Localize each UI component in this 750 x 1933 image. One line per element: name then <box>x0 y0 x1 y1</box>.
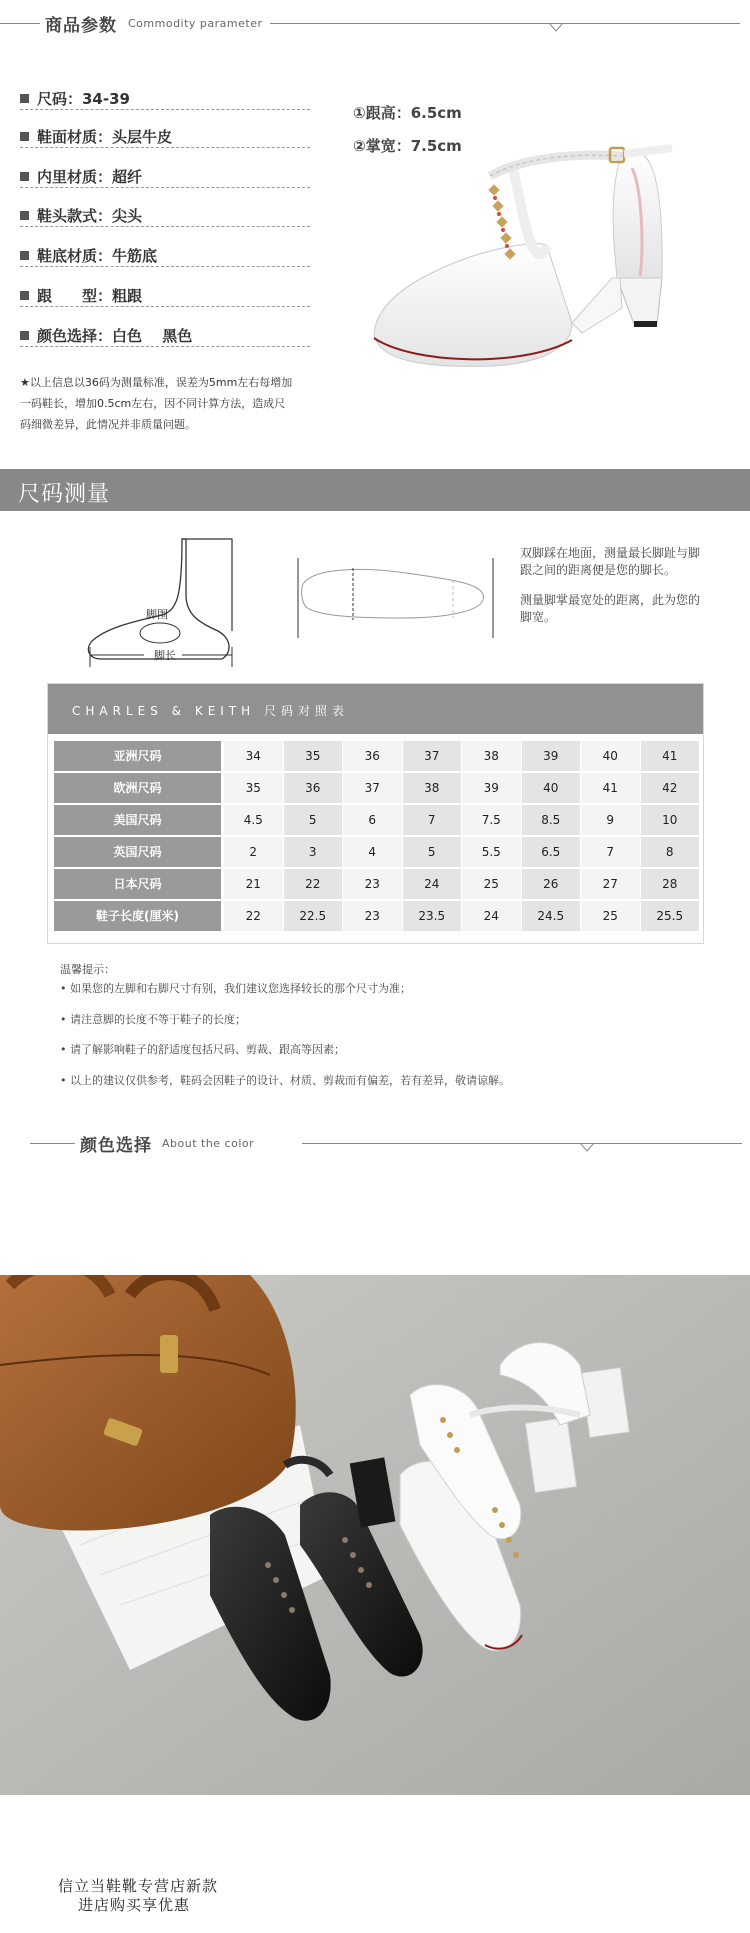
table-cell: 10 <box>641 805 700 835</box>
white-shoe-image <box>372 128 694 378</box>
table-row <box>54 837 699 867</box>
table-cell: 37 <box>403 741 462 771</box>
param-toe-style: 鞋头款式：尖头 <box>20 205 310 227</box>
table-cell: 42 <box>641 773 700 803</box>
tip-item: • 请注意脚的长度不等于鞋子的长度； <box>60 1013 246 1026</box>
param-sole: 鞋底材质：牛筋底 <box>20 245 310 267</box>
table-cell: 36 <box>284 773 343 803</box>
table-row <box>54 869 699 899</box>
size-chart-header <box>48 684 703 734</box>
foot-top-diagram <box>293 554 498 644</box>
chevron-down-icon <box>549 23 563 33</box>
table-cell: 25 <box>462 869 521 899</box>
header-line-right <box>270 23 740 24</box>
spec-width: ②掌宽：7.5cm <box>353 137 462 155</box>
table-cell: 24 <box>462 901 521 931</box>
measure-text-length: 双脚踩在地面，测量最长脚趾与脚 跟之间的距离便是您的脚长。 <box>520 546 701 577</box>
table-cell: 22.5 <box>284 901 343 931</box>
table-cell: 35 <box>224 773 283 803</box>
table-row <box>54 773 699 803</box>
tip-item: • 如果您的左脚和右脚尺寸有别，我们建议您选择较长的那个尺寸为准； <box>60 982 411 995</box>
table-row-label: 鞋子长度(厘米) <box>54 901 221 931</box>
table-cell: 22 <box>284 869 343 899</box>
param-upper-material: 鞋面材质：头层牛皮 <box>20 126 310 148</box>
table-row-label: 欧洲尺码 <box>54 773 221 803</box>
spec-heel-height: ①跟高：6.5cm <box>353 104 462 122</box>
table-cell: 3 <box>284 837 343 867</box>
table-cell: 25 <box>581 901 640 931</box>
table-cell: 5 <box>403 837 462 867</box>
table-cell: 5 <box>284 805 343 835</box>
table-cell: 22 <box>224 901 283 931</box>
table-cell: 9 <box>581 805 640 835</box>
table-cell: 25.5 <box>641 901 700 931</box>
table-row <box>54 901 699 931</box>
table-cell: 6.5 <box>522 837 581 867</box>
section-title-params: 商品参数 <box>45 16 117 36</box>
table-cell: 7 <box>403 805 462 835</box>
param-lining: 内里材质：超纤 <box>20 166 310 188</box>
param-size: 尺码：34-39 <box>20 88 310 110</box>
table-cell: 39 <box>522 741 581 771</box>
table-cell: 34 <box>224 741 283 771</box>
table-cell: 35 <box>284 741 343 771</box>
table-cell: 23 <box>343 901 402 931</box>
table-cell: 36 <box>343 741 402 771</box>
table-cell: 28 <box>641 869 700 899</box>
table-row-label: 英国尺码 <box>54 837 221 867</box>
section-subtitle-params: Commodity parameter <box>128 17 263 30</box>
header-line-right <box>302 1143 742 1144</box>
size-chart-table <box>47 683 704 944</box>
table-cell: 38 <box>462 741 521 771</box>
foot-instep-label: 脚围 <box>146 608 168 621</box>
table-cell: 7.5 <box>462 805 521 835</box>
table-cell: 37 <box>343 773 402 803</box>
measure-text-width: 测量脚掌最宽处的距离，此为您的 脚宽。 <box>520 593 701 624</box>
table-cell: 40 <box>522 773 581 803</box>
table-cell: 8.5 <box>522 805 581 835</box>
table-cell: 38 <box>403 773 462 803</box>
table-row <box>54 805 699 835</box>
table-row-label: 日本尺码 <box>54 869 221 899</box>
product-photo <box>0 1275 750 1795</box>
table-cell: 40 <box>581 741 640 771</box>
table-cell: 27 <box>581 869 640 899</box>
table-cell: 7 <box>581 837 640 867</box>
table-cell: 24 <box>403 869 462 899</box>
param-heel-type: 跟 型：粗跟 <box>20 285 310 307</box>
param-colors: 颜色选择：白色 黑色 <box>20 325 310 347</box>
table-cell: 6 <box>343 805 402 835</box>
table-cell: 4 <box>343 837 402 867</box>
size-note: ★以上信息以36码为测量标准，误差为5mm左右每增加 一码鞋长，增加0.5cm左右，因不同计算方法，造成尺 码细微差异，此情况并非质量问题。 <box>20 376 293 431</box>
chevron-down-icon <box>580 1143 594 1153</box>
table-cell: 4.5 <box>224 805 283 835</box>
band-title: 尺码测量 <box>18 482 111 507</box>
table-row <box>54 741 699 771</box>
table-cell: 26 <box>522 869 581 899</box>
table-cell: 41 <box>581 773 640 803</box>
header-line-left <box>30 1143 75 1144</box>
tip-item: • 请了解影响鞋子的舒适度包括尺码、剪裁、跟高等因素； <box>60 1043 345 1056</box>
table-cell: 23 <box>343 869 402 899</box>
table-row-label: 亚洲尺码 <box>54 741 221 771</box>
table-cell: 8 <box>641 837 700 867</box>
table-cell: 21 <box>224 869 283 899</box>
header-line-left <box>0 23 40 24</box>
table-cell: 41 <box>641 741 700 771</box>
table-row-label: 美国尺码 <box>54 805 221 835</box>
foot-length-label: 脚长 <box>154 649 176 662</box>
section-subtitle-color: About the color <box>162 1137 255 1150</box>
table-cell: 2 <box>224 837 283 867</box>
table-cell: 24.5 <box>522 901 581 931</box>
footer-store-line1: 信立当鞋靴专营店新款 <box>58 1877 219 1895</box>
size-measure-band <box>0 469 750 511</box>
table-cell: 5.5 <box>462 837 521 867</box>
footer-store-line2: 进店购买享优惠 <box>78 1896 191 1914</box>
table-cell: 23.5 <box>403 901 462 931</box>
table-cell: 39 <box>462 773 521 803</box>
size-chart-title: CHARLES & KEITH 尺码对照表 <box>72 704 349 718</box>
tips-heading: 温馨提示： <box>60 963 115 976</box>
section-title-color: 颜色选择 <box>80 1136 152 1156</box>
tip-item: • 以上的建议仅供参考，鞋码会因鞋子的设计、材质、剪裁而有偏差，若有差异，敬请谅解。 <box>60 1074 510 1087</box>
